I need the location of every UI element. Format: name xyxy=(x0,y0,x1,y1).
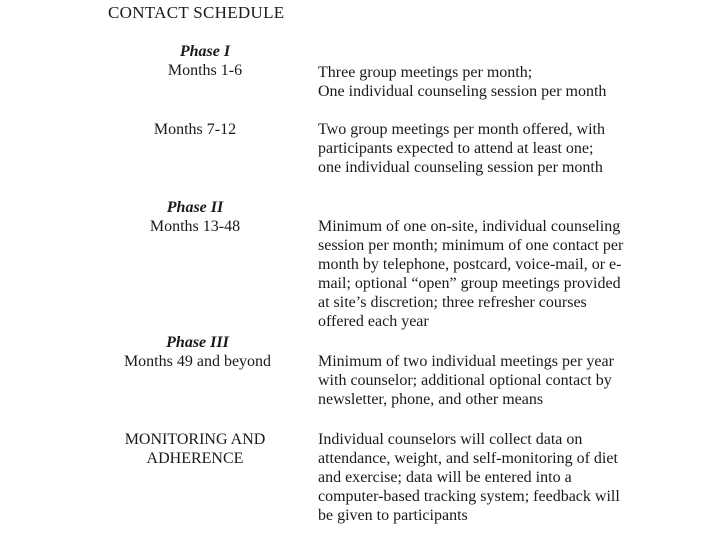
period-label: Months 49 and beyond xyxy=(123,353,272,370)
description-line: month by telephone, postcard, voice-mail, or e- xyxy=(318,256,622,273)
phase-label-cell xyxy=(110,333,285,371)
schedule-description xyxy=(318,63,648,101)
period-label: MONITORING AND xyxy=(124,431,266,448)
description-line: be given to participants xyxy=(318,507,468,524)
phase-heading: Phase I xyxy=(179,43,231,60)
phase-heading: Phase II xyxy=(166,199,224,216)
schedule-description xyxy=(318,217,648,331)
page-title: CONTACT SCHEDULE xyxy=(108,3,285,22)
description-line: session per month; minimum of one contact per xyxy=(318,237,624,254)
description-line: Minimum of two individual meetings per year xyxy=(318,353,614,370)
description-line: participants expected to attend at least one; xyxy=(318,140,594,157)
phase-label-cell xyxy=(130,120,260,139)
description-line: One individual counseling session per month xyxy=(318,83,607,100)
phase-label-cell xyxy=(115,430,275,468)
description-line: with counselor; additional optional contact by xyxy=(318,372,612,389)
description-line: Two group meetings per month offered, with xyxy=(318,121,605,138)
description-line: Three group meetings per month; xyxy=(318,64,533,81)
description-line: at site’s discretion; three refresher courses xyxy=(318,294,587,311)
description-line: Minimum of one on-site, individual counseling xyxy=(318,218,621,235)
description-line: Individual counselors will collect data on xyxy=(318,431,583,448)
phase-label-cell xyxy=(130,198,260,236)
description-line: one individual counseling session per month xyxy=(318,159,603,176)
period-label: Months 13-48 xyxy=(149,218,241,235)
period-label: Months 1-6 xyxy=(167,62,243,79)
description-line: offered each year xyxy=(318,313,429,330)
phase-heading: Phase III xyxy=(166,334,229,351)
description-line: attendance, weight, and self-monitoring of diet xyxy=(318,450,618,467)
schedule-description xyxy=(318,430,648,525)
period-label: Months 7-12 xyxy=(153,121,237,138)
schedule-description xyxy=(318,352,648,409)
phase-label-cell xyxy=(140,42,270,80)
period-label: ADHERENCE xyxy=(146,450,244,467)
description-line: computer-based tracking system; feedback will xyxy=(318,488,620,505)
schedule-description xyxy=(318,120,648,177)
description-line: mail; optional “open” group meetings provided xyxy=(318,275,621,292)
description-line: and exercise; data will be entered into a xyxy=(318,469,572,486)
description-line: newsletter, phone, and other means xyxy=(318,391,544,408)
